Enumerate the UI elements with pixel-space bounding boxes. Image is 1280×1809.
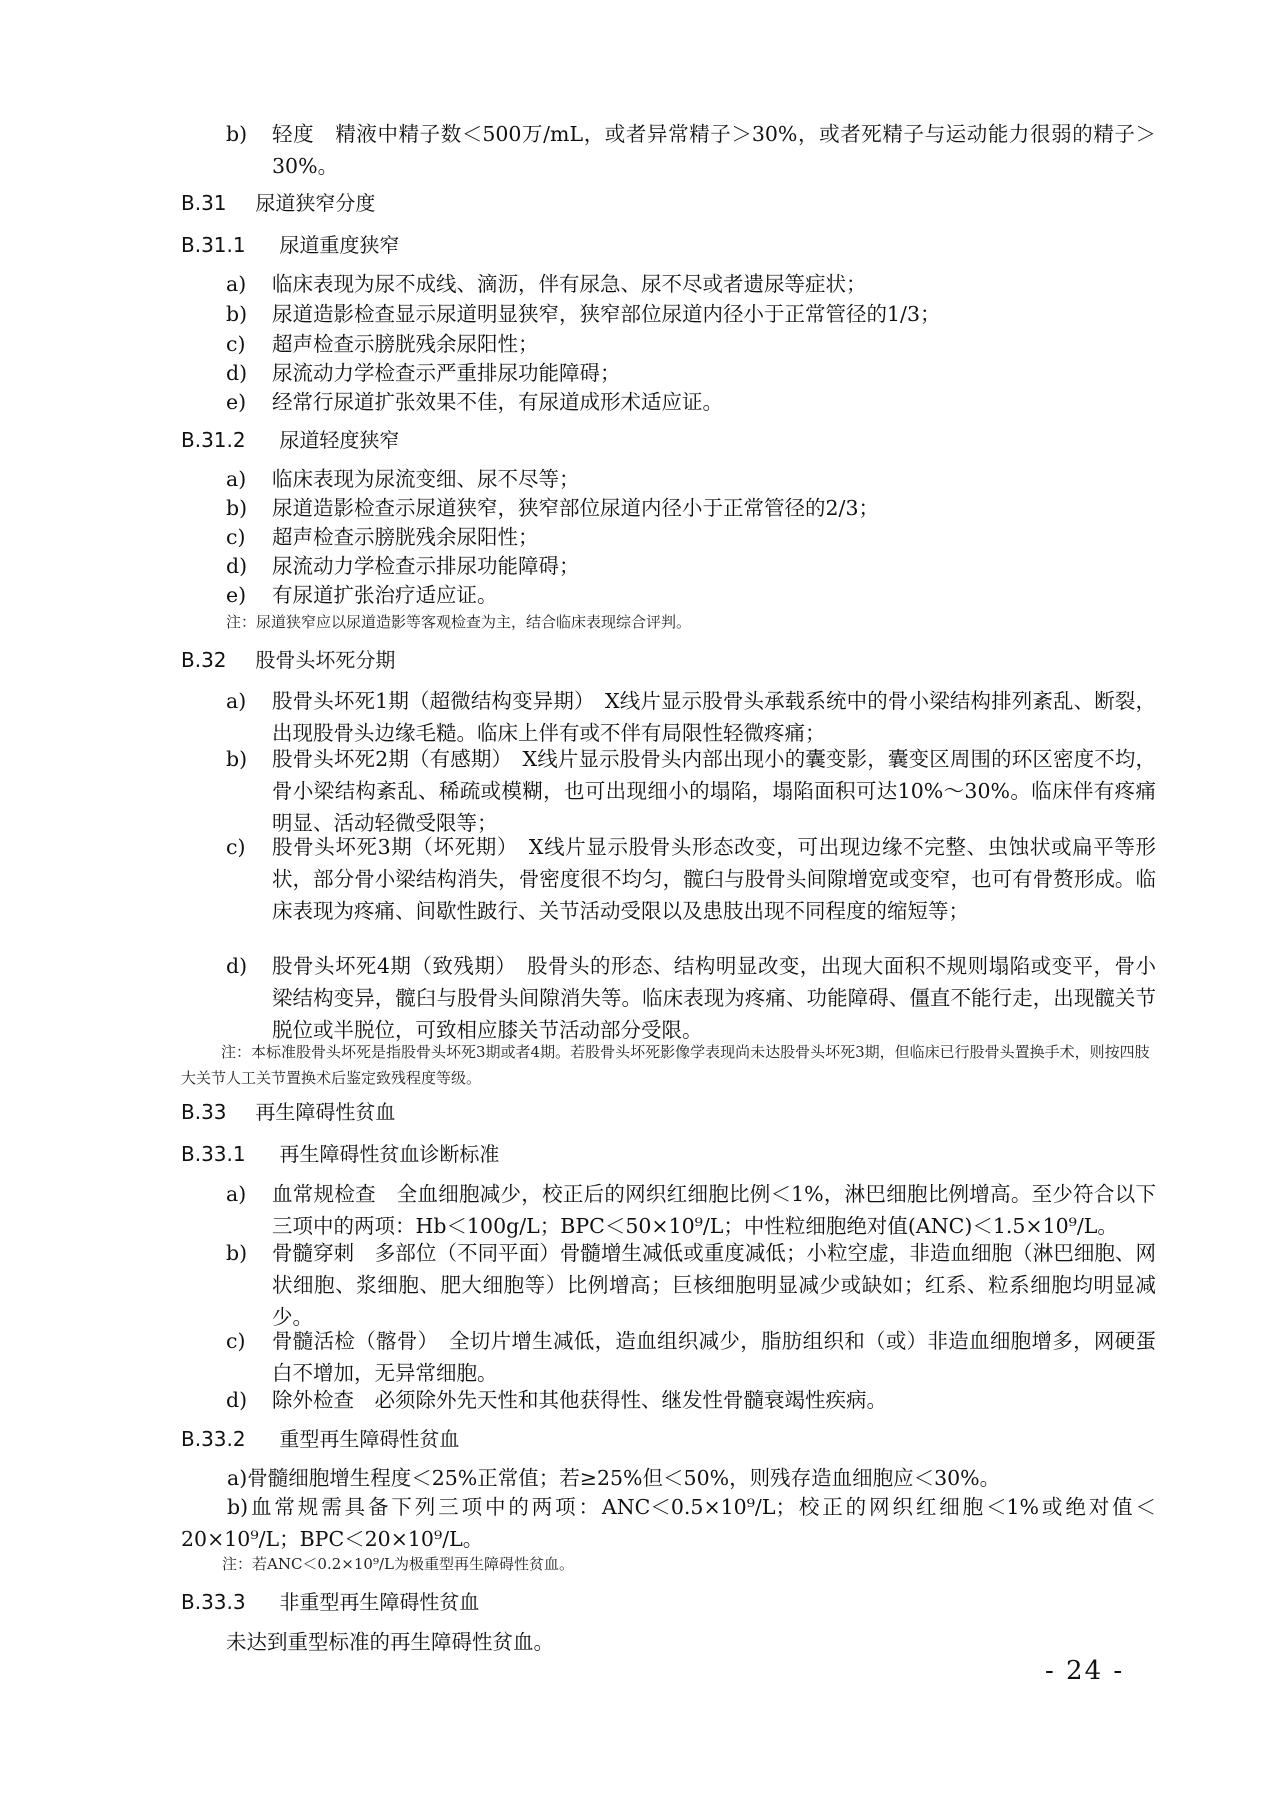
- item-label: b): [226, 747, 248, 771]
- item-label: e): [226, 583, 247, 607]
- item-label: b): [226, 122, 248, 146]
- section-heading-b31-1: [181, 230, 399, 260]
- item-text: 临床表现为尿不成线、滴沥，伴有尿急、尿不尽或者遗尿等症状；: [272, 272, 867, 296]
- heading-number: B.31.2: [181, 428, 246, 452]
- list-item: [226, 492, 1156, 524]
- list-item: [226, 1325, 1156, 1389]
- item-text: 股骨头坏死1期（超微结构变异期） X线片显示股骨头承载系统中的骨小梁结构排列紊乱、断裂，出现股骨头边缘毛糙。临床上伴有或不伴有局限性轻微疼痛；: [272, 689, 1156, 745]
- heading-title: 尿道轻度狭窄: [279, 428, 400, 452]
- item-text: 经常行尿道扩张效果不佳，有尿道成形术适应证。: [272, 390, 723, 414]
- item-text: 尿道造影检查示尿道狭窄，狭窄部位尿道内径小于正常管径的2/3；: [272, 496, 879, 520]
- heading-title: 非重型再生障碍性贫血: [279, 1590, 480, 1614]
- item-label: a): [226, 689, 247, 713]
- item-label: c): [226, 1329, 246, 1353]
- item-text: 超声检查示膀胱残余尿阳性；: [272, 332, 539, 356]
- item-label: b): [226, 302, 248, 326]
- item-text: 尿流动力学检查示严重排尿功能障碍；: [272, 361, 621, 385]
- page-number: - 24 -: [1045, 1656, 1125, 1686]
- note-urethra: 注：尿道狭窄应以尿道造影等客观检查为主，结合临床表现综合评判。: [226, 613, 692, 631]
- item-text: 股骨头坏死3期（坏死期） X线片显示股骨头形态改变，可出现边缘不完整、虫蚀状或扁平等形状，部分骨小梁结构消失，骨密度很不均匀，髋臼与股骨头间隙增宽或变窄，也可有骨赘形成。临床表现为疼痛、间歇性跛行、关节活动受限以及患肢出现不同程度的缩短等；: [272, 835, 1156, 923]
- list-item: [226, 550, 1156, 582]
- item-text: 股骨头坏死4期（致残期） 股骨头的形态、结构明显改变，出现大面积不规则塌陷或变平，骨小梁结构变异，髋臼与股骨头间隙消失等。临床表现为疼痛、功能障碍、僵直不能行走，出现髋关节脱位或半脱位，可致相应膝关节活动部分受限。: [272, 954, 1156, 1042]
- item-label: d): [226, 1388, 248, 1412]
- item-label: d): [226, 954, 248, 978]
- heading-title: 尿道重度狭窄: [279, 233, 400, 257]
- item-text: 骨髓穿刺 多部位（不同平面）骨髓增生减低或重度减低；小粒空虚，非造血细胞（淋巴细胞、网状细胞、浆细胞、肥大细胞等）比例增高；巨核细胞明显减少或缺如；红系、粒系细胞均明显减少。: [272, 1241, 1156, 1329]
- section-heading-b31: [181, 188, 375, 218]
- item-label: e): [226, 390, 247, 414]
- list-item: [226, 1237, 1156, 1333]
- item-label: c): [226, 525, 246, 549]
- list-item: [226, 743, 1156, 839]
- section-heading-b32: [181, 645, 395, 675]
- heading-number: B.33.3: [181, 1590, 246, 1614]
- item-text: 超声检查示膀胱残余尿阳性；: [272, 525, 539, 549]
- list-item: [226, 268, 1156, 300]
- heading-title: 再生障碍性贫血: [255, 1100, 396, 1124]
- heading-number: B.33.2: [181, 1427, 246, 1451]
- nonsevere-aa-text: 未达到重型标准的再生障碍性贫血。: [226, 1630, 554, 1654]
- item-label: a): [226, 467, 247, 491]
- item-text: 骨髓活检（髂骨） 全切片增生减低，造血组织减少，脂肪组织和（或）非造血细胞增多，网硬蛋白不增加，无异常细胞。: [272, 1329, 1156, 1385]
- list-item: [226, 521, 1156, 553]
- heading-title: 再生障碍性贫血诊断标准: [279, 1142, 500, 1166]
- item-text: 有尿道扩张治疗适应证。: [272, 583, 498, 607]
- item-text: 尿流动力学检查示排尿功能障碍；: [272, 554, 580, 578]
- list-item: [226, 328, 1156, 360]
- item-text: 血常规检查 全血细胞减少，校正后的网织红细胞比例＜1%，淋巴细胞比例增高。至少符合以下三项中的两项：Hb＜100g/L；BPC＜50×10⁹/L；中性粒细胞绝对值(ANC)＜1.5×10⁹/L。: [272, 1182, 1156, 1238]
- note-femoral: 注：本标准股骨头坏死是指股骨头坏死3期或者4期。若股骨头坏死影像学表现尚未达股骨头坏死3期，但临床已行股骨头置换手术，则按四肢大关节人工关节置换术后鉴定致残程度等级。: [181, 1043, 1150, 1087]
- item-text: 尿道造影检查显示尿道明显狭窄，狭窄部位尿道内径小于正常管径的1/3；: [272, 302, 941, 326]
- heading-number: B.33: [181, 1100, 227, 1124]
- list-item: [226, 1178, 1156, 1242]
- item-label: c): [226, 835, 246, 859]
- heading-title: 股骨头坏死分期: [255, 648, 396, 672]
- item-label: d): [226, 361, 248, 385]
- list-item: [226, 579, 1156, 611]
- list-item: [226, 950, 1156, 1046]
- section-heading-b33-1: [181, 1139, 499, 1169]
- section-heading-b33-2: [181, 1424, 459, 1454]
- heading-title: 重型再生障碍性贫血: [279, 1427, 460, 1451]
- severe-aa-criterion-b: b)血常规需具备下列三项中的两项：ANC＜0.5×10⁹/L；校正的网织红细胞＜1%或绝对值＜20×10⁹/L；BPC＜20×10⁹/L。: [181, 1495, 1156, 1551]
- heading-number: B.31: [181, 191, 227, 215]
- heading-number: B.33.1: [181, 1142, 246, 1166]
- item-label: a): [226, 1182, 247, 1206]
- heading-number: B.31.1: [181, 233, 246, 257]
- item-label: b): [226, 1241, 248, 1265]
- section-heading-b31-2: [181, 425, 399, 455]
- item-label: c): [226, 332, 246, 356]
- list-item: [226, 1384, 1156, 1416]
- item-label: b): [226, 496, 248, 520]
- item-text: 轻度 精液中精子数＜500万/mL，或者异常精子＞30%，或者死精子与运动能力很弱的精子＞30%。: [272, 122, 1156, 178]
- item-text: 除外检查 必须除外先天性和其他获得性、继发性骨髓衰竭性疾病。: [272, 1388, 887, 1412]
- item-label: d): [226, 554, 248, 578]
- note-severe-aa: 注：若ANC＜0.2×10⁹/L为极重型再生障碍性贫血。: [222, 1555, 574, 1573]
- item-label: a): [226, 272, 247, 296]
- list-item: [226, 118, 1156, 182]
- list-item: [226, 298, 1156, 330]
- list-item: [226, 831, 1156, 927]
- item-text: 股骨头坏死2期（有感期） X线片显示股骨头内部出现小的囊变影，囊变区周围的环区密度不均，骨小梁结构紊乱、稀疏或模糊，也可出现细小的塌陷，塌陷面积可达10%～30%。临床伴有疼痛明显、活动轻微受限等；: [272, 747, 1156, 835]
- item-text: 临床表现为尿流变细、尿不尽等；: [272, 467, 580, 491]
- severe-aa-criterion-a: a)骨髓细胞增生程度＜25%正常值；若≥25%但＜50%，则残存造血细胞应＜30%。: [227, 1466, 1001, 1490]
- list-item: [226, 386, 1156, 418]
- heading-number: B.32: [181, 648, 227, 672]
- heading-title: 尿道狭窄分度: [255, 191, 376, 215]
- section-heading-b33-3: [181, 1587, 479, 1617]
- list-item: [226, 357, 1156, 389]
- section-heading-b33: [181, 1097, 395, 1127]
- list-item: [226, 463, 1156, 495]
- list-item: [226, 685, 1156, 749]
